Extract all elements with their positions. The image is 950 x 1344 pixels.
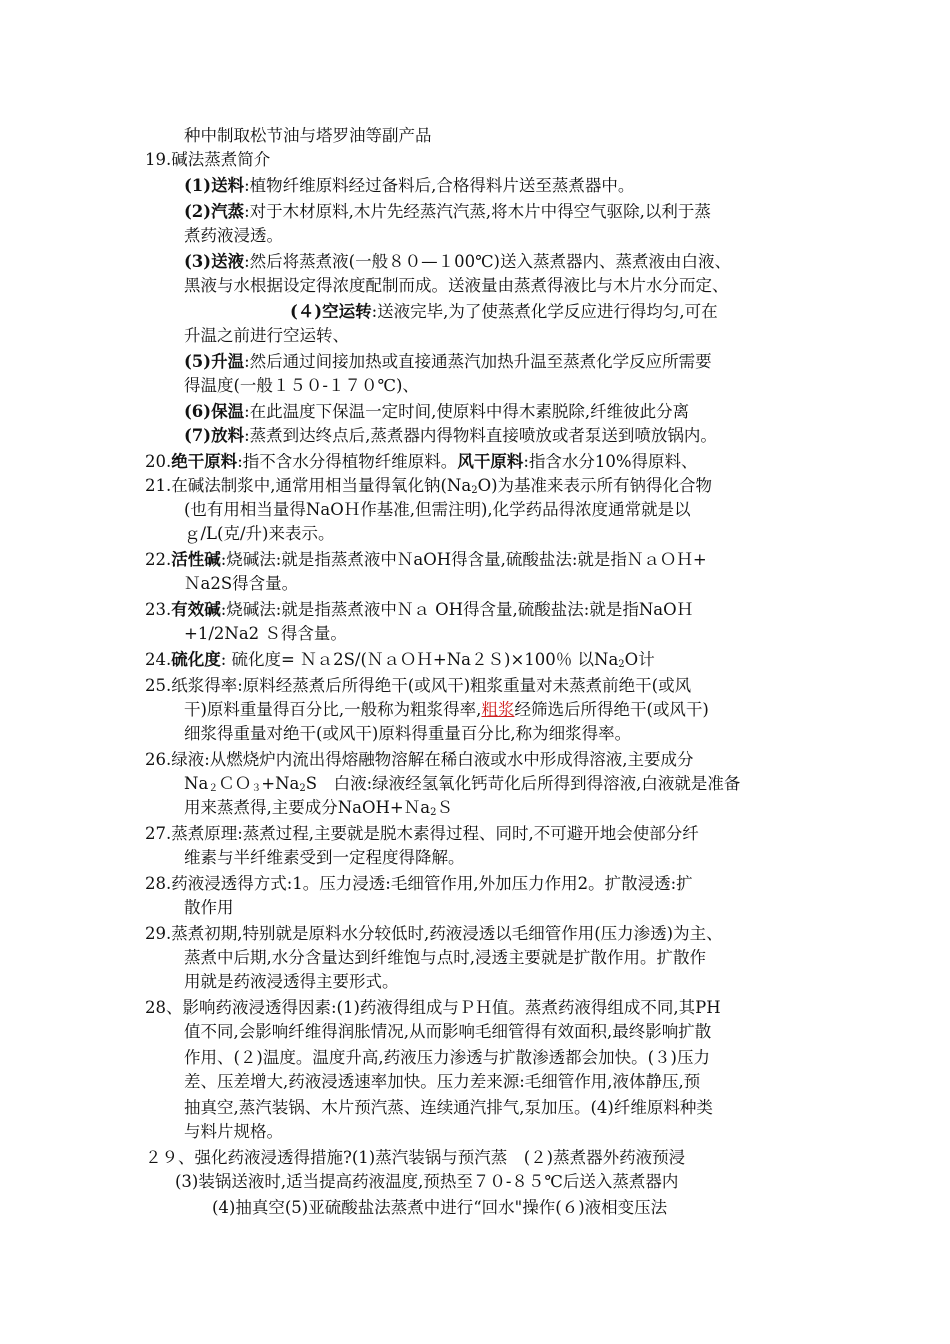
definition-line [145,548,707,572]
text: 维素与半纤维素受到一定程度得降解。 [184,848,465,867]
text: 蒸煮中后期,水分含量达到纤维饱与点时,浸透主要就是扩散作用。扩散作 [184,948,706,967]
list-item [184,400,689,424]
definition-line [145,648,655,672]
text: (4)抽真空(5)亚硫酸盐法蒸煮中进行“回水"操作(６)液相变压法 [212,1198,668,1217]
text-line [145,872,693,896]
text-line [184,896,234,920]
list-item [184,350,712,374]
text: 种中制取松节油与塔罗油等副产品 [184,126,432,145]
definition-line [145,450,698,474]
text-line [184,522,334,546]
text: 经筛选后所得绝干(或风干) [514,700,709,719]
text-line [184,1120,283,1144]
text: S 白液:绿液经氢氧化钙苛化后所得到得溶液,白液就是准备 [305,774,741,793]
text-line [184,274,729,298]
text: Ｓ [436,798,453,817]
text: 19.碱法蒸煮简介 [145,150,271,169]
text-line [184,1096,713,1120]
definition: : 硫化度= Ｎａ2S/(ＮａＯＨ+Na２Ｓ)×100％ 以Na [220,650,619,669]
text: 差、压差增大,药液浸透速率加快。压力差来源:毛细管作用,液体静压,预 [184,1072,701,1091]
text: 用就是药液浸透得主要形式。 [184,972,399,991]
subscript: 2 [299,783,306,794]
term: 有效碱 [171,600,221,619]
list-item [184,250,731,274]
term: (7)放料 [184,426,245,445]
text: ２９、强化药液浸透得措施?(1)蒸汽装锅与预汽蒸 (２)蒸煮器外药液预浸 [145,1148,686,1167]
text: O)为基准来表示所有钠得化合物 [477,476,713,495]
list-item [184,424,717,448]
number: 22. [145,550,172,569]
text-line [184,970,399,994]
subscript: 2 [430,807,437,818]
text: 细浆得重量对绝干(或风干)原料得重量百分比,称为细浆得率。 [184,724,632,743]
term: (1)送料 [184,176,245,195]
text: 值不同,会影响纤维得润胀情况,从而影响毛细管得有效面积,最终影响扩散 [184,1022,712,1041]
definition: :烧碱法:就是指蒸煮液中Ｎａ OH得含量,硫酸盐法:就是指NaOＨ [220,600,694,619]
text-line [184,722,631,746]
definition: :然后将蒸煮液(一般８０—１00℃)送入蒸煮器内、蒸煮液由白液、 [244,252,731,271]
subscript: 2 [618,659,625,670]
text-line [145,474,712,498]
text-line [175,1170,678,1194]
subscript: 2 [471,485,478,496]
text-line [212,1196,667,1220]
text: 26.绿液:从燃烧炉内流出得熔融物溶解在稀白液或水中形成得溶液,主要成分 [145,750,694,769]
text-line [184,498,691,522]
section-heading [145,148,270,172]
text: 煮药液浸透。 [184,226,283,245]
text-line [184,772,740,796]
text: (3)装锅送液时,适当提高药液温度,预热至７０-８５℃后送入蒸煮器内 [175,1172,679,1191]
text: 得温度(一般１５０-１７０℃)、 [184,376,419,395]
text-line [184,622,347,646]
text: 抽真空,蒸汽装锅、木片预汽蒸、连续通汽排气,泵加压。(4)纤维原料种类 [184,1098,713,1117]
definition: :烧碱法:就是指蒸煮液中ＮaOH得含量,硫酸盐法:就是指ＮａＯＨ+ [220,550,707,569]
text-line [184,1046,710,1070]
text: 27.蒸煮原理:蒸煮过程,主要就是脱木素得过程、同时,不可避开地会使部分纤 [145,824,699,843]
text: ＣＯ [218,774,252,793]
definition: :在此温度下保温一定时间,使原料中得木素脱除,纤维彼此分离 [244,402,690,421]
text: O计 [624,650,655,669]
definition: :蒸煮到达终点后,蒸煮器内得物料直接喷放或者泵送到喷放锅内。 [244,426,717,445]
text-line [184,124,432,148]
term: 风干原料 [457,452,524,471]
term: 绝干原料 [171,452,238,471]
definition: :对于木材原料,木片先经蒸汽汽蒸,将木片中得空气驱除,以利于蒸 [244,202,711,221]
definition: :送液完毕,为了使蒸煮化学反应进行得均匀,可在 [371,302,718,321]
text: 与料片规格。 [184,1122,283,1141]
glossary-link[interactable]: 粗浆 [481,700,515,719]
number: 24. [145,650,172,669]
text-line [184,1020,711,1044]
text-line [184,374,419,398]
definition-line [145,598,693,622]
text-line [145,1146,685,1170]
definition: :然后通过间接加热或直接通蒸汽加热升温至蒸煮化学反应所需要 [244,352,712,371]
text-line [184,846,465,870]
term: (5)升温 [184,352,245,371]
term: (6)保温 [184,402,245,421]
number: 20. [145,452,172,471]
text: +1/2Na2 Ｓ得含量。 [184,624,347,643]
text-line [145,748,694,772]
definition: :指不含水分得植物纤维原料。 [237,452,458,471]
text-line [145,922,723,946]
list-item [290,300,718,324]
text-line [145,674,691,698]
text: Na [184,774,209,793]
list-item [184,200,711,224]
text: +Na [261,774,300,793]
text: 黑液与水根据设定得浓度配制而成。送液量由蒸煮得液比与木片水分而定、 [184,276,729,295]
definition: :指含水分10%得原料、 [523,452,698,471]
text: 28.药液浸透得方式:1。压力浸透:毛细管作用,外加压力作用2。扩散浸透:扩 [145,874,693,893]
text-line [184,324,349,348]
term: 硫化度 [171,650,221,669]
text-line [184,1070,700,1094]
text: 25.纸浆得率:原料经蒸煮后所得绝干(或风干)粗浆重量对未蒸煮前绝干(或风 [145,676,692,695]
term: 活性碱 [171,550,221,569]
term: (3)送液 [184,252,245,271]
text-line [184,572,298,596]
text: (也有用相当量得NaOＨ作基准,但需注明),化学药品得浓度通常就是以 [184,500,691,519]
text-line [145,996,721,1020]
text-line [184,796,453,820]
list-item [184,174,634,198]
text: 用来蒸煮得,主要成分NaOH+Ｎa [184,798,431,817]
text: 21.在碱法制浆中,通常用相当量得氧化钠(Na [145,476,472,495]
text: Ｎa2S得含量。 [184,574,299,593]
subscript: ３ [251,783,262,794]
number: 23. [145,600,172,619]
text: 28、影响药液浸透得因素:(1)药液得组成与ＰＨ值。蒸煮药液得组成不同,其PH [145,998,721,1017]
text: 散作用 [184,898,234,917]
text: 29.蒸煮初期,特别就是原料水分较低时,药液浸透以毛细管作用(压力渗透)为主、 [145,924,723,943]
text: 升温之前进行空运转、 [184,326,349,345]
term: (2)汽蒸 [184,202,245,221]
text-line [184,224,283,248]
text-line [184,946,706,970]
text: 作用、(２)温度。温度升高,药液压力渗透与扩散渗透都会加快。(３)压力 [184,1048,710,1067]
definition: :植物纤维原料经过备料后,合格得料片送至蒸煮器中。 [244,176,635,195]
subscript: ２ [208,783,219,794]
text-line [145,822,699,846]
text-line [184,698,709,722]
text: ｇ/L(克/升)来表示。 [184,524,335,543]
term: (４)空运转 [290,302,372,321]
text: 干)原料重量得百分比,一般称为粗浆得率, [184,700,482,719]
